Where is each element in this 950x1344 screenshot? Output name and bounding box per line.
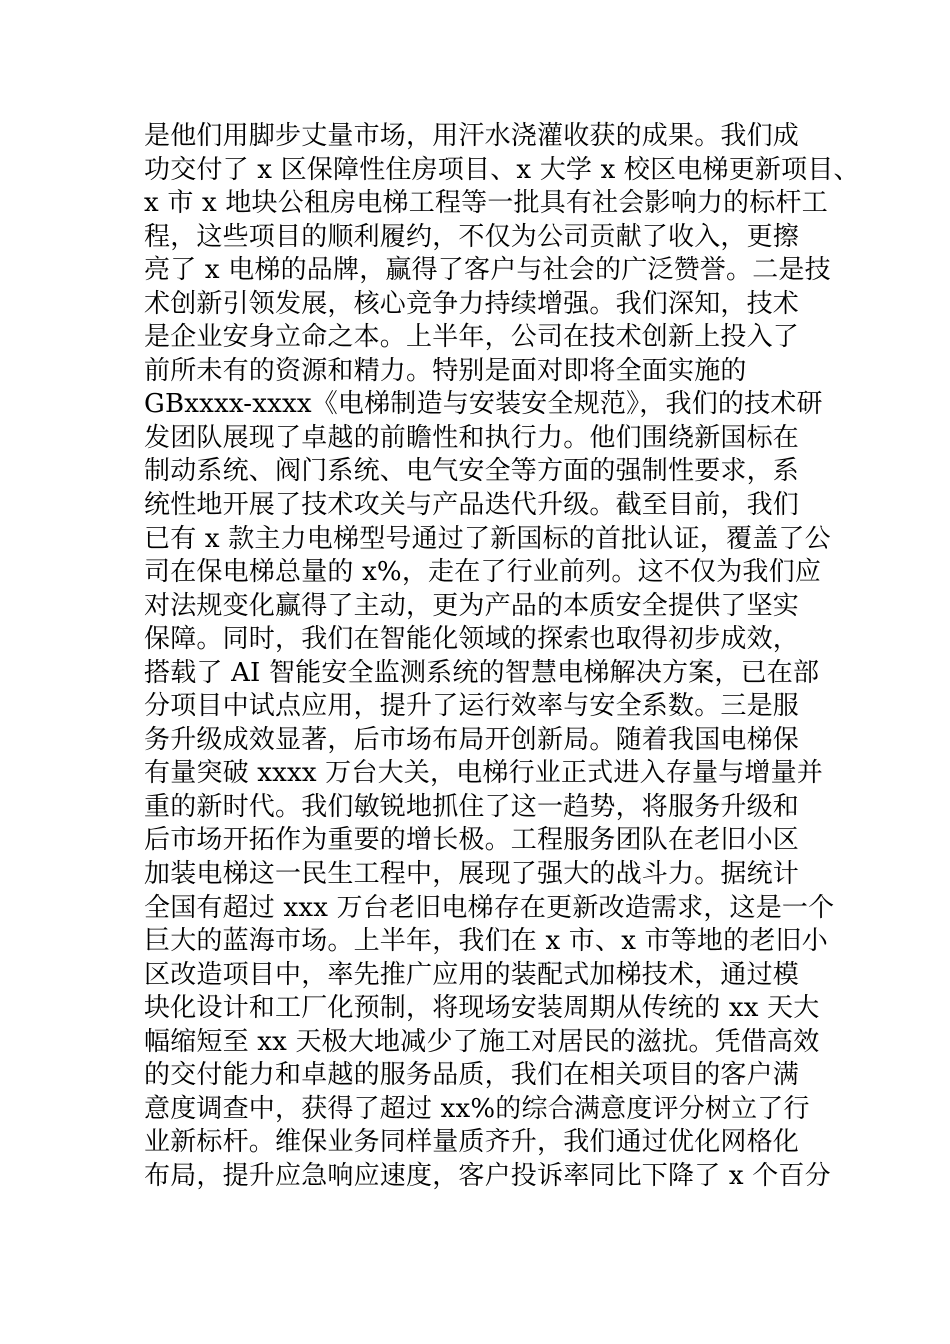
text-line: 业新标杆。维保业务同样量质齐升，我们通过优化网格化 <box>144 1127 800 1158</box>
text-line: 制动系统、阀门系统、电气安全等方面的强制性要求，系 <box>144 456 800 487</box>
text-line: 巨大的蓝海市场。上半年，我们在 x 市、x 市等地的老旧小 <box>144 926 828 957</box>
text-line: 务升级成效显著，后市场布局开创新局。随着我国电梯保 <box>144 724 800 755</box>
text-line: 全国有超过 xxx 万台老旧电梯存在更新改造需求，这是一个 <box>144 892 835 923</box>
text-line: 程，这些项目的顺利履约，不仅为公司贡献了收入，更擦 <box>144 221 800 252</box>
body-paragraph <box>144 120 860 1194</box>
text-line: x 市 x 地块公租房电梯工程等一批具有社会影响力的标杆工 <box>144 188 828 219</box>
text-line: 统性地开展了技术攻关与产品迭代升级。截至目前，我们 <box>144 490 800 521</box>
text-line: 后市场开拓作为重要的增长极。工程服务团队在老旧小区 <box>144 825 800 856</box>
text-line: 搭载了 AI 智能安全监测系统的智慧电梯解决方案，已在部 <box>144 657 820 688</box>
text-line: 加装电梯这一民生工程中，展现了强大的战斗力。据统计 <box>144 859 800 890</box>
text-line: 有量突破 xxxx 万台大关，电梯行业正式进入存量与增量并 <box>144 758 823 789</box>
text-line: 亮了 x 电梯的品牌，赢得了客户与社会的广泛赞誉。二是技 <box>144 255 831 286</box>
text-line: 已有 x 款主力电梯型号通过了新国标的首批认证，覆盖了公 <box>144 523 831 554</box>
text-line: 区改造项目中，率先推广应用的装配式加梯技术，通过模 <box>144 959 800 990</box>
text-line: 前所未有的资源和精力。特别是面对即将全面实施的 <box>144 355 747 386</box>
text-line: 块化设计和工厂化预制，将现场安装周期从传统的 xx 天大 <box>144 993 820 1024</box>
text-line: 功交付了 x 区保障性住房项目、x 大学 x 校区电梯更新项目、 <box>144 154 860 185</box>
text-line: 布局，提升应急响应速度，客户投诉率同比下降了 x 个百分 <box>144 1160 831 1191</box>
text-line: 是他们用脚步丈量市场，用汗水浇灌收获的成果。我们成 <box>144 121 800 151</box>
text-line: 保障。同时，我们在智能化领域的探索也取得初步成效， <box>144 624 800 655</box>
text-line: GBxxxx-xxxx《电梯制造与安装安全规范》，我们的技术研 <box>144 389 823 420</box>
text-line: 对法规变化赢得了主动，更为产品的本质安全提供了坚实 <box>144 590 800 621</box>
text-line: 重的新时代。我们敏锐地抓住了这一趋势，将服务升级和 <box>144 791 800 822</box>
text-line: 幅缩短至 xx 天极大地减少了施工对居民的滋扰。凭借高效 <box>144 1026 820 1057</box>
text-line: 是企业安身立命之本。上半年，公司在技术创新上投入了 <box>144 322 800 353</box>
text-line: 的交付能力和卓越的服务品质，我们在相关项目的客户满 <box>144 1060 800 1091</box>
text-line: 意度调查中，获得了超过 xx%的综合满意度评分树立了行 <box>144 1093 810 1124</box>
text-line: 发团队展现了卓越的前瞻性和执行力。他们围绕新国标在 <box>144 422 800 453</box>
text-line: 分项目中试点应用，提升了运行效率与安全系数。三是服 <box>144 691 800 722</box>
text-line: 司在保电梯总量的 x%，走在了行业前列。这不仅为我们应 <box>144 557 822 588</box>
text-line: 术创新引领发展，核心竞争力持续增强。我们深知，技术 <box>144 288 800 319</box>
